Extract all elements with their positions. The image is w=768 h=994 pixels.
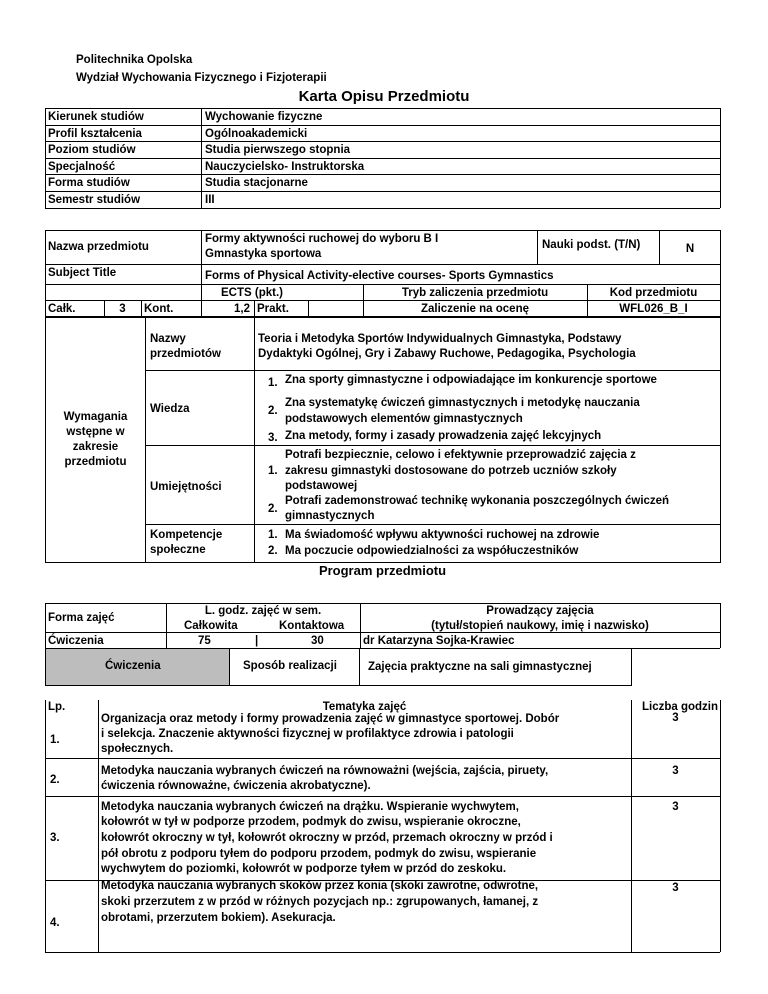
page-title: Karta Opisu Przedmiotu	[298, 88, 470, 105]
skills-1-number: 1.	[268, 465, 278, 477]
info-label-field: Kierunek studiów	[48, 111, 144, 123]
basic-sciences-label: Nauki podst. (T/N)	[542, 239, 641, 251]
lp-header: Lp.	[48, 701, 66, 713]
subject-title-label: Subject Title	[48, 267, 117, 279]
topic-4-line-3: obrotami, przerzutem bokiem). Asekuracja.	[101, 912, 336, 924]
class-form-label: Forma zajęć	[48, 612, 115, 624]
competences-label-2: społeczne	[150, 544, 206, 556]
topic-4-lp: 4.	[50, 917, 60, 929]
subjects-names-label: Nazwy przedmiotów	[150, 333, 221, 360]
ects-total-value: 3	[119, 303, 126, 315]
skills-2a: Potrafi zademonstrować technikę wykonania poszczególnych ćwiczeń	[285, 495, 670, 507]
hours-contact-label: Kontaktowa	[279, 620, 345, 632]
info-value-specialty: Nauczycielsko- Instruktorska	[205, 161, 365, 173]
ects-total-label: Całk.	[48, 303, 76, 315]
hours-separator: |	[255, 635, 259, 647]
program-title: Program przedmiotu	[318, 563, 447, 578]
topic-4-line-1: Metodyka nauczania wybranych skoków przez konia (skoki zawrotne, odwrotne,	[101, 880, 539, 892]
topic-1-line-3: społecznych.	[101, 743, 174, 755]
competence-1: Ma świadomość wpływu aktywności ruchowej na zdrowie	[285, 529, 600, 541]
info-value-profile: Ogólnoakademicki	[205, 128, 308, 140]
info-value-form: Studia stacjonarne	[205, 177, 308, 189]
hours-total-value: 75	[198, 635, 211, 647]
topic-1-line-2: i selekcja. Znaczenie aktywności fizycznej w profilaktyce zdrowia i patologii	[101, 728, 514, 740]
competences-label-1: Kompetencje	[150, 529, 223, 541]
teacher-label-2: (tytuł/stopień naukowy, imię i nazwisko)	[431, 620, 649, 632]
teacher-label-1: Prowadzący zajęcia	[486, 605, 594, 617]
info-value-field: Wychowanie fizyczne	[205, 111, 323, 123]
hours-header: Liczba godzin	[641, 701, 718, 713]
info-label-profile: Profil kształcenia	[48, 128, 142, 140]
hours-label: L. godz. zajęć w sem.	[204, 605, 322, 617]
knowledge-2a: Zna systematykę ćwiczeń gimnastycznych i metodykę nauczania	[285, 397, 640, 409]
topic-3-line-2: kołowrót w tył w podporze przodem, podmyk do zwisu, wspieranie okroczne,	[101, 816, 521, 828]
subjects-names-line2: Dydaktyki Ogólnej, Gry i Zabawy Ruchowe, Pedagogika, Psychologia	[258, 348, 636, 360]
topic-2-line-1: Metodyka nauczania wybranych ćwiczeń na równoważni (wejścia, zajścia, piruety,	[101, 765, 549, 777]
subject-title-value: Forms of Physical Activity-elective courses- Sports Gymnastics	[205, 270, 554, 282]
knowledge-3: Zna metody, formy i zasady prowadzenia zajęć lekcyjnych	[285, 430, 602, 442]
topic-2-line-2: ćwiczenia równoważne, ćwiczenia akrobatyczne).	[101, 780, 371, 792]
university-name: Politechnika Opolska	[76, 54, 193, 66]
info-label-specialty: Specjalność	[48, 161, 116, 173]
info-label-level: Poziom studiów	[48, 144, 136, 156]
knowledge-2-number: 2.	[268, 405, 278, 417]
knowledge-2b: podstawowych elementów gimnastycznych	[285, 413, 523, 425]
topic-2-lp: 2.	[50, 774, 60, 786]
teacher-value: dr Katarzyna Sojka-Krawiec	[363, 635, 515, 647]
skills-2b: gimnastycznych	[285, 510, 375, 522]
ects-label: ECTS (pkt.)	[221, 287, 283, 299]
realization-form: Ćwiczenia	[105, 660, 161, 672]
ects-contact-value: 1,2	[234, 303, 250, 315]
ects-contact-label: Kont.	[144, 303, 174, 315]
topic-3-line-3: kołowrót okroczny w tył, kołowrót okroczny w przód, przemach okroczny w przód i	[101, 832, 553, 844]
realization-method-label: Sposób realizacji	[243, 660, 337, 672]
requirements-label: Wymagania wstępne w zakresie przedmiotu	[63, 411, 128, 468]
hours-total-label: Całkowita	[184, 620, 238, 632]
topic-2-hours: 3	[672, 765, 679, 777]
skills-2-number: 2.	[268, 503, 278, 515]
topic-1-line-1: Organizacja oraz metody i formy prowadzenia zajęć w gimnastyce sportowej. Dobór	[101, 713, 560, 725]
topic-1-lp: 1.	[50, 734, 60, 746]
competence-1-number: 1.	[268, 529, 278, 541]
knowledge-label: Wiedza	[150, 403, 190, 415]
topic-3-line-4: pół obrotu z podporu tyłem do podporu przodem, podmyk do zwisu, wspieranie	[101, 848, 537, 860]
topic-1-hours: 3	[672, 712, 679, 724]
hours-contact-value: 30	[311, 635, 324, 647]
knowledge-1-number: 1.	[268, 377, 278, 389]
subject-name-line2: Gmnastyka sportowa	[205, 248, 322, 260]
topic-3-hours: 3	[672, 801, 679, 813]
subject-name-label: Nazwa przedmiotu	[48, 241, 149, 253]
ects-practical-label: Prakt.	[257, 303, 289, 315]
realization-method-value: Zajęcia praktyczne na sali gimnastycznej	[368, 661, 592, 673]
skills-1b: zakresu gimnastyki dostosowane do potrzeb uczniów szkoły	[285, 465, 617, 477]
competence-2: Ma poczucie odpowiedzialności za współuczestników	[285, 545, 579, 557]
knowledge-3-number: 3.	[268, 432, 278, 444]
subject-name-line1: Formy aktywności ruchowej do wyboru B I	[205, 233, 439, 245]
topic-3-line-5: wychwytem do poziomki, kołowrót w podporze tyłem w przód do zeskoku.	[101, 863, 507, 875]
topic-3-lp: 3.	[50, 832, 60, 844]
info-label-form: Forma studiów	[48, 177, 130, 189]
basic-sciences-value: N	[685, 243, 695, 255]
topic-header: Tematyka zajęć	[322, 701, 407, 713]
info-value-semester: III	[205, 194, 215, 206]
competence-2-number: 2.	[268, 545, 278, 557]
skills-1c: podstawowej	[285, 480, 358, 492]
skills-label: Umiejętności	[150, 481, 222, 493]
subjects-names-line1: Teoria i Metodyka Sportów Indywidualnych Gimnastyka, Podstawy	[258, 333, 622, 345]
faculty-name: Wydział Wychowania Fizycznego i Fizjoterapii	[76, 72, 327, 84]
info-value-level: Studia pierwszego stopnia	[205, 144, 351, 156]
course-code-value: WFL026_B_I	[619, 303, 688, 315]
topic-4-line-2: skoki przerzutem z w przód w różnych pozycjach np.: zgrupowanych, łamanej, z	[101, 896, 539, 908]
class-form-value: Ćwiczenia	[48, 635, 104, 647]
topic-3-line-1: Metodyka nauczania wybranych ćwiczeń na drążku. Wspieranie wychwytem,	[101, 801, 519, 813]
assessment-mode-value: Zaliczenie na ocenę	[420, 303, 529, 315]
topic-4-hours: 3	[672, 882, 679, 894]
course-code-label: Kod przedmiotu	[609, 287, 698, 299]
info-label-semester: Semestr studiów	[48, 194, 141, 206]
knowledge-1: Zna sporty gimnastyczne i odpowiadające im konkurencje sportowe	[285, 374, 657, 386]
assessment-mode-label: Tryb zaliczenia przedmiotu	[401, 287, 549, 299]
skills-1a: Potrafi bezpiecznie, celowo i efektywnie przeprowadzić zajęcia z	[285, 449, 636, 461]
